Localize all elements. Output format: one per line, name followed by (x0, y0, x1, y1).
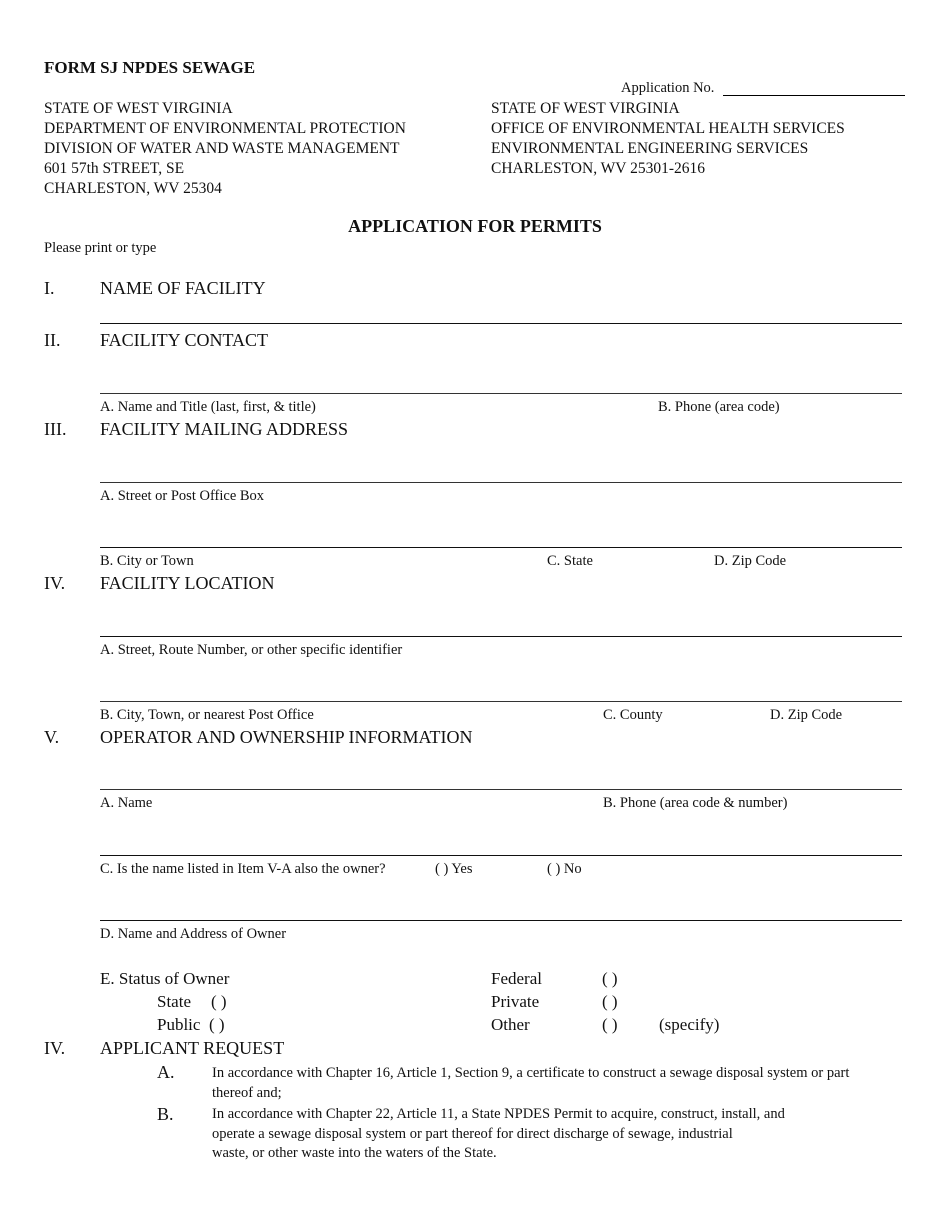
section-6-number: IV. (44, 1038, 66, 1058)
application-no-field[interactable] (723, 95, 905, 96)
dep-address (44, 99, 406, 199)
owner-answer-field[interactable] (100, 920, 902, 921)
section-2-number: II. (44, 330, 61, 350)
instructions: Please print or type (44, 240, 157, 256)
request-b-text-line: In accordance with Chapter 22, Article 11, a State NPDES Permit to acquire, construct, install, and (212, 1106, 785, 1122)
status-public-checkbox[interactable]: ( ) (209, 1015, 225, 1034)
owner-name-address-label: D. Name and Address of Owner (100, 926, 287, 942)
form-code: FORM SJ NPDES SEWAGE (44, 58, 256, 77)
request-b-text-line: operate a sewage disposal system or part thereof for direct discharge of sewage, industrial (212, 1126, 733, 1142)
mailing-city-field[interactable] (100, 547, 902, 548)
status-state-checkbox[interactable]: ( ) (211, 992, 227, 1011)
status-private-label: Private (491, 992, 540, 1011)
location-street-label: A. Street, Route Number, or other specific identifier (100, 642, 403, 658)
section-5-title: OPERATOR AND OWNERSHIP INFORMATION (100, 727, 473, 747)
status-federal-checkbox[interactable]: ( ) (602, 969, 618, 988)
status-public-label: Public (157, 1015, 201, 1034)
contact-name-label: A. Name and Title (last, first, & title) (100, 399, 316, 415)
location-city-label: B. City, Town, or nearest Post Office (100, 707, 314, 723)
request-a-text: In accordance with Chapter 16, Article 1, Section 9, a certificate to construct a sewage disposal system or part thereof and; (212, 1065, 850, 1101)
section-3-number: III. (44, 419, 67, 439)
section-1-title: NAME OF FACILITY (100, 278, 266, 298)
location-zip-label: D. Zip Code (770, 707, 843, 723)
location-street-field[interactable] (100, 636, 902, 637)
address-line: CHARLESTON, WV 25304 (44, 180, 222, 197)
address-line: DEPARTMENT OF ENVIRONMENTAL PROTECTION (44, 120, 406, 137)
operator-phone-field[interactable] (100, 855, 902, 856)
section-6-title: APPLICANT REQUEST (100, 1038, 285, 1058)
status-state-label: State (157, 992, 191, 1011)
location-city-field[interactable] (100, 701, 902, 702)
facility-name-field[interactable] (100, 323, 902, 324)
address-line: DIVISION OF WATER AND WASTE MANAGEMENT (44, 140, 400, 157)
section-3-title: FACILITY MAILING ADDRESS (100, 419, 349, 439)
section-4-number: IV. (44, 573, 66, 593)
contact-name-field[interactable] (100, 393, 902, 394)
mailing-state-label: C. State (547, 553, 593, 569)
address-line: 601 57th STREET, SE (44, 160, 185, 177)
section-4-title: FACILITY LOCATION (100, 573, 275, 593)
status-other-label: Other (491, 1015, 530, 1034)
address-line: STATE OF WEST VIRGINIA (491, 100, 680, 117)
address-line: ENVIRONMENTAL ENGINEERING SERVICES (491, 140, 809, 157)
mailing-street-label: A. Street or Post Office Box (100, 488, 265, 504)
operator-name-label: A. Name (100, 795, 153, 811)
status-other-specify: (specify) (659, 1015, 720, 1034)
mailing-street-field[interactable] (100, 482, 902, 483)
application-no-label: Application No. (621, 80, 715, 96)
owner-yes-checkbox[interactable]: ( ) Yes (435, 861, 473, 877)
request-b-text-line: waste, or other waste into the waters of the State. (212, 1145, 497, 1161)
section-1-number: I. (44, 278, 55, 298)
operator-name-field[interactable] (100, 789, 902, 790)
form-title: APPLICATION FOR PERMITS (348, 216, 602, 236)
owner-question: C. Is the name listed in Item V-A also the owner? (100, 861, 386, 877)
operator-phone-label: B. Phone (area code & number) (603, 795, 788, 811)
section-2-title: FACILITY CONTACT (100, 330, 269, 350)
address-line: STATE OF WEST VIRGINIA (44, 100, 233, 117)
owner-status-label: E. Status of Owner (100, 969, 230, 988)
section-5-number: V. (44, 727, 60, 747)
mailing-zip-label: D. Zip Code (714, 553, 787, 569)
status-private-checkbox[interactable]: ( ) (602, 992, 618, 1011)
health-services-address (491, 99, 845, 179)
request-a-letter: A. (157, 1062, 175, 1082)
address-line: CHARLESTON, WV 25301-2616 (491, 160, 705, 177)
contact-phone-label: B. Phone (area code) (658, 399, 780, 415)
status-other-checkbox[interactable]: ( ) (602, 1015, 618, 1034)
request-b-letter: B. (157, 1104, 174, 1124)
address-line: OFFICE OF ENVIRONMENTAL HEALTH SERVICES (491, 120, 845, 137)
status-federal-label: Federal (491, 969, 542, 988)
mailing-city-label: B. City or Town (100, 553, 194, 569)
owner-no-checkbox[interactable]: ( ) No (547, 861, 582, 877)
location-county-label: C. County (603, 707, 663, 723)
